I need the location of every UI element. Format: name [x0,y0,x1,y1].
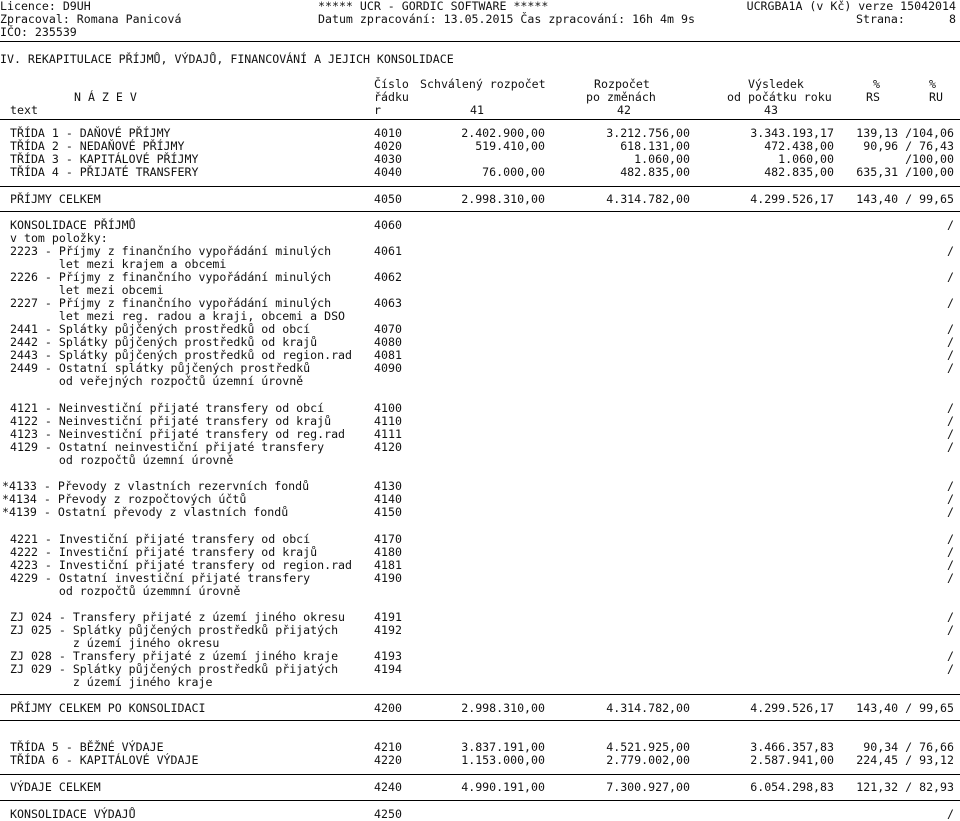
row-label: 2449 - Ostatní splátky půjčených prostředků [10,361,311,375]
row-code: 4140 [374,492,402,506]
row-label: 4123 - Neinvestiční přijaté transfery od reg.rad [10,427,346,441]
row-rozpocet: 618.131,00 [620,139,690,153]
divider-after-total [0,211,960,212]
row-pct: / [947,532,954,546]
row-code: 4193 [374,649,402,663]
row-label: z území jiného kraje [10,675,213,689]
row-label: od rozpočtů územmní úrovně [10,584,241,598]
row-label: TŘÍDA 6 - KAPITÁLOVÉ VÝDAJE [10,753,199,767]
row-label: v tom položky: [10,231,108,245]
row-code: 4030 [374,152,402,166]
header-divider [0,41,960,42]
row-rozpocet: 4.314.782,00 [606,701,690,715]
row-vysledek: 1.060,00 [778,152,834,166]
row-vysledek: 4.299.526,17 [750,192,834,206]
row-code: 4090 [374,361,402,375]
col-budget-header-1: Rozpočet [594,77,650,91]
row-label: ZJ 024 - Transfery přijaté z území jiného okresu [10,610,346,624]
row-pct: /100,00 [905,152,954,166]
row-schvaleny: 1.153.000,00 [461,753,545,767]
row-label: *4134 - Převody z rozpočtových účtů [2,492,247,506]
row-code: 4181 [374,558,402,572]
row-code: 4191 [374,610,402,624]
processed-by: Zpracoval: Romana Panicová [0,12,182,26]
row-pct: / [947,218,954,232]
row-pct: / [947,322,954,336]
row-pct: / [947,545,954,559]
row-vysledek: 6.054.298,83 [750,780,834,794]
row-label: PŘÍJMY CELKEM [10,192,101,206]
row-vysledek: 472.438,00 [764,139,834,153]
row-schvaleny: 3.837.191,00 [461,740,545,754]
row-label: od veřejných rozpočtů územní úrovně [10,374,304,388]
row-code: 4111 [374,427,402,441]
row-pct: 90,34 / 76,66 [863,740,954,754]
row-label: TŘÍDA 3 - KAPITÁLOVÉ PŘÍJMY [10,152,199,166]
row-pct: / [947,571,954,585]
row-pct: 139,13 /104,06 [856,126,954,140]
divider-after-expenses [0,800,960,801]
software-title: ***** UCR - GORDIC SOFTWARE ***** [318,0,549,13]
row-pct: 90,96 / 76,43 [863,139,954,153]
row-code: 4210 [374,740,402,754]
row-pct: / [947,244,954,258]
processing-date: Datum zpracování: 13.05.2015 Čas zpracování: 16h 4m 9s [318,12,695,26]
row-label: let mezi reg. radou a kraji, obcemi a DSO [10,309,346,323]
ico-text: IČO: 235539 [0,25,77,39]
row-pct: / [947,296,954,310]
row-label: 2226 - Příjmy z finančního vypořádání minulých [10,270,332,284]
row-label: KONSOLIDACE PŘÍJMŮ [10,218,136,232]
divider-before-consolidated [0,694,960,695]
col-code-header-2: řádku [374,90,409,104]
col-result-header-1: Výsledek [748,77,804,91]
row-pct: / [947,348,954,362]
row-code: 4050 [374,192,402,206]
row-code: 4040 [374,165,402,179]
row-label: VÝDAJE CELKEM [10,780,101,794]
row-vysledek: 4.299.526,17 [750,701,834,715]
divider-before-expenses [0,774,960,775]
row-rozpocet: 3.212.756,00 [606,126,690,140]
divider-after-consolidated [0,720,960,721]
row-pct: / [947,558,954,572]
col-result-header-2: od počátku roku [727,90,832,104]
row-code: 4060 [374,218,402,232]
row-schvaleny: 4.990.191,00 [461,780,545,794]
row-pct: / [947,414,954,428]
row-label: 2442 - Splátky půjčených prostředků od krajů [10,335,318,349]
row-pct: / [947,505,954,519]
row-pct: / [947,440,954,454]
row-code: 4120 [374,440,402,454]
row-pct: 143,40 / 99,65 [856,701,954,715]
row-pct: / [947,427,954,441]
row-label: 4129 - Ostatní neinvestiční přijaté transfery [10,440,325,454]
row-label: z území jiného okresu [10,636,220,650]
row-pct: / [947,662,954,676]
version-text: UCRGBA1A (v Kč) verze 15042014 [746,0,956,13]
row-label: 4221 - Investiční přijaté transfery od obcí [10,532,311,546]
row-pct: / [947,335,954,349]
col-rs-header-1: % [873,77,880,91]
row-label: 2443 - Splátky půjčených prostředků od region.rad [10,348,353,362]
row-label: let mezi krajem a obcemi [10,257,227,271]
row-label: 2441 - Splátky půjčených prostředků od obcí [10,322,311,336]
col-name-header: N Á Z E V [74,90,137,104]
row-label: PŘÍJMY CELKEM PO KONSOLIDACI [10,701,206,715]
row-label: TŘÍDA 4 - PŘIJATÉ TRANSFERY [10,165,199,179]
row-label: *4139 - Ostatní převody z vlastních fondů [2,505,289,519]
col-code-header-3: r [374,103,381,117]
row-code: 4100 [374,401,402,415]
row-rozpocet: 482.835,00 [620,165,690,179]
section-title: IV. REKAPITULACE PŘÍJMŮ, VÝDAJŮ, FINANCOVÁNÍ A JEJICH KONSOLIDACE [0,52,454,66]
row-label: TŘÍDA 5 - BĚŽNÉ VÝDAJE [10,740,164,754]
row-code: 4020 [374,139,402,153]
row-code: 4190 [374,571,402,585]
row-code: 4010 [374,126,402,140]
row-pct: 143,40 / 99,65 [856,192,954,206]
row-code: 4220 [374,753,402,767]
row-rozpocet: 7.300.927,00 [606,780,690,794]
col-budget-header-2: po změnách [586,90,656,104]
page-label: Strana: [856,12,905,26]
row-label: TŘÍDA 1 - DAŇOVÉ PŘÍJMY [10,126,171,140]
row-label: 4223 - Investiční přijaté transfery od region.rad [10,558,353,572]
row-code: 4110 [374,414,402,428]
row-code: 4081 [374,348,402,362]
row-schvaleny: 519.410,00 [475,139,545,153]
col-approved-header: Schválený rozpočet [420,77,546,91]
row-code: 4063 [374,296,402,310]
col-ru-header-2: RU [929,90,943,104]
row-code: 4200 [374,701,402,715]
row-code: 4192 [374,623,402,637]
row-label: KONSOLIDACE VÝDAJŮ [10,807,136,821]
row-code: 4130 [374,479,402,493]
col-code-header-1: Číslo [374,77,409,91]
row-code: 4180 [374,545,402,559]
row-code: 4240 [374,780,402,794]
row-rozpocet: 4.521.925,00 [606,740,690,754]
row-vysledek: 3.343.193,17 [750,126,834,140]
row-schvaleny: 2.998.310,00 [461,192,545,206]
col-result-num: 43 [764,103,778,117]
row-label: TŘÍDA 2 - NEDAŇOVÉ PŘÍJMY [10,139,185,153]
row-pct: / [947,270,954,284]
row-schvaleny: 2.402.900,00 [461,126,545,140]
column-header-divider [0,119,960,120]
row-label: *4133 - Převody z vlastních rezervních fondů [2,479,310,493]
row-vysledek: 2.587.941,00 [750,753,834,767]
row-label: let mezi obcemi [10,283,164,297]
col-ru-header-1: % [929,77,936,91]
row-label: 2227 - Příjmy z finančního vypořádání minulých [10,296,332,310]
row-pct: / [947,610,954,624]
row-code: 4061 [374,244,402,258]
row-pct: / [947,649,954,663]
row-pct: 121,32 / 82,93 [856,780,954,794]
row-schvaleny: 76.000,00 [482,165,545,179]
col-budget-num: 42 [617,103,631,117]
row-label: ZJ 025 - Splátky půjčených prostředků přijatých [10,623,339,637]
row-label: od rozpočtů územní úrovně [10,453,234,467]
row-rozpocet: 4.314.782,00 [606,192,690,206]
row-label: 4121 - Neinvestiční přijaté transfery od obcí [10,401,325,415]
row-code: 4080 [374,335,402,349]
row-pct: / [947,492,954,506]
row-code: 4070 [374,322,402,336]
row-pct: 224,45 / 93,12 [856,753,954,767]
row-code: 4250 [374,807,402,821]
row-pct: / [947,401,954,415]
divider-before-total [0,186,960,187]
row-schvaleny: 2.998.310,00 [461,701,545,715]
col-text-header: text [10,103,38,117]
row-label: ZJ 029 - Splátky půjčených prostředků přijatých [10,662,339,676]
row-code: 4170 [374,532,402,546]
row-vysledek: 3.466.357,83 [750,740,834,754]
row-code: 4062 [374,270,402,284]
col-approved-num: 41 [470,103,484,117]
row-rozpocet: 2.779.002,00 [606,753,690,767]
row-pct: / [947,623,954,637]
col-rs-header-2: RS [866,90,880,104]
row-label: 4122 - Neinvestiční přijaté transfery od krajů [10,414,332,428]
row-vysledek: 482.835,00 [764,165,834,179]
row-pct: 635,31 /100,00 [856,165,954,179]
row-pct: / [947,807,954,821]
row-label: ZJ 028 - Transfery přijaté z území jiného kraje [10,649,339,663]
row-rozpocet: 1.060,00 [634,152,690,166]
row-label: 4222 - Investiční přijaté transfery od krajů [10,545,318,559]
page-number: 8 [949,12,956,26]
row-code: 4150 [374,505,402,519]
row-pct: / [947,361,954,375]
licence-text: Licence: D9UH [0,0,91,13]
row-pct: / [947,479,954,493]
row-label: 2223 - Příjmy z finančního vypořádání minulých [10,244,332,258]
row-label: 4229 - Ostatní investiční přijaté transfery [10,571,311,585]
row-code: 4194 [374,662,402,676]
